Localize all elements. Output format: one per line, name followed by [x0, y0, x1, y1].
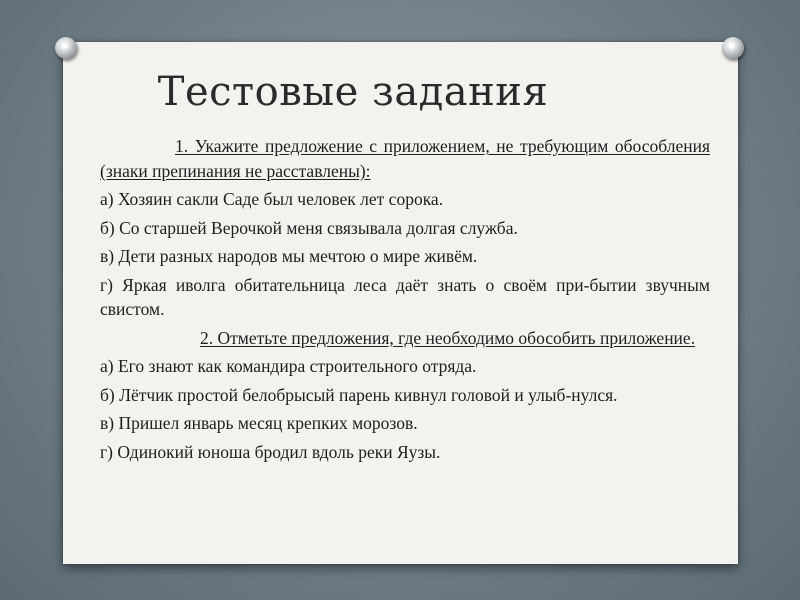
task-2-option-b: б) Лётчик простой белобрысый парень кивнул головой и улыб-нулся. — [100, 384, 618, 405]
task-1-option-b: б) Со старшей Верочкой меня связывала долгая служба. — [100, 217, 518, 238]
slide-title: Тестовые задания — [157, 69, 549, 115]
task-2-heading: 2. Отметьте предложения, где необходимо обособить приложение. — [200, 327, 696, 348]
task-1-option-c: в) Дети разных народов мы мечтою о мире живём. — [100, 246, 478, 266]
slide-content — [100, 134, 710, 468]
task-2-option-a: а) Его знают как командира строительного отряда. — [100, 356, 477, 376]
task-1-option-a: а) Хозяин сакли Саде был человек лет сорока. — [100, 189, 444, 209]
task-2-option-d: г) Одинокий юноша бродил вдоль реки Яузы. — [100, 441, 441, 462]
pushpin-icon-left — [55, 37, 77, 59]
pushpin-icon-right — [722, 37, 744, 59]
task-1-option-d: г) Яркая иволга обитательница леса даёт знать о своём при-бытии звучным свистом. — [100, 274, 710, 319]
task-2-option-c: в) Пришел январь месяц крепких морозов. — [100, 413, 418, 433]
task-1-heading: 1. Укажите предложение с приложением, не требующим обособления (знаки препинания не расставлены): — [100, 136, 710, 181]
